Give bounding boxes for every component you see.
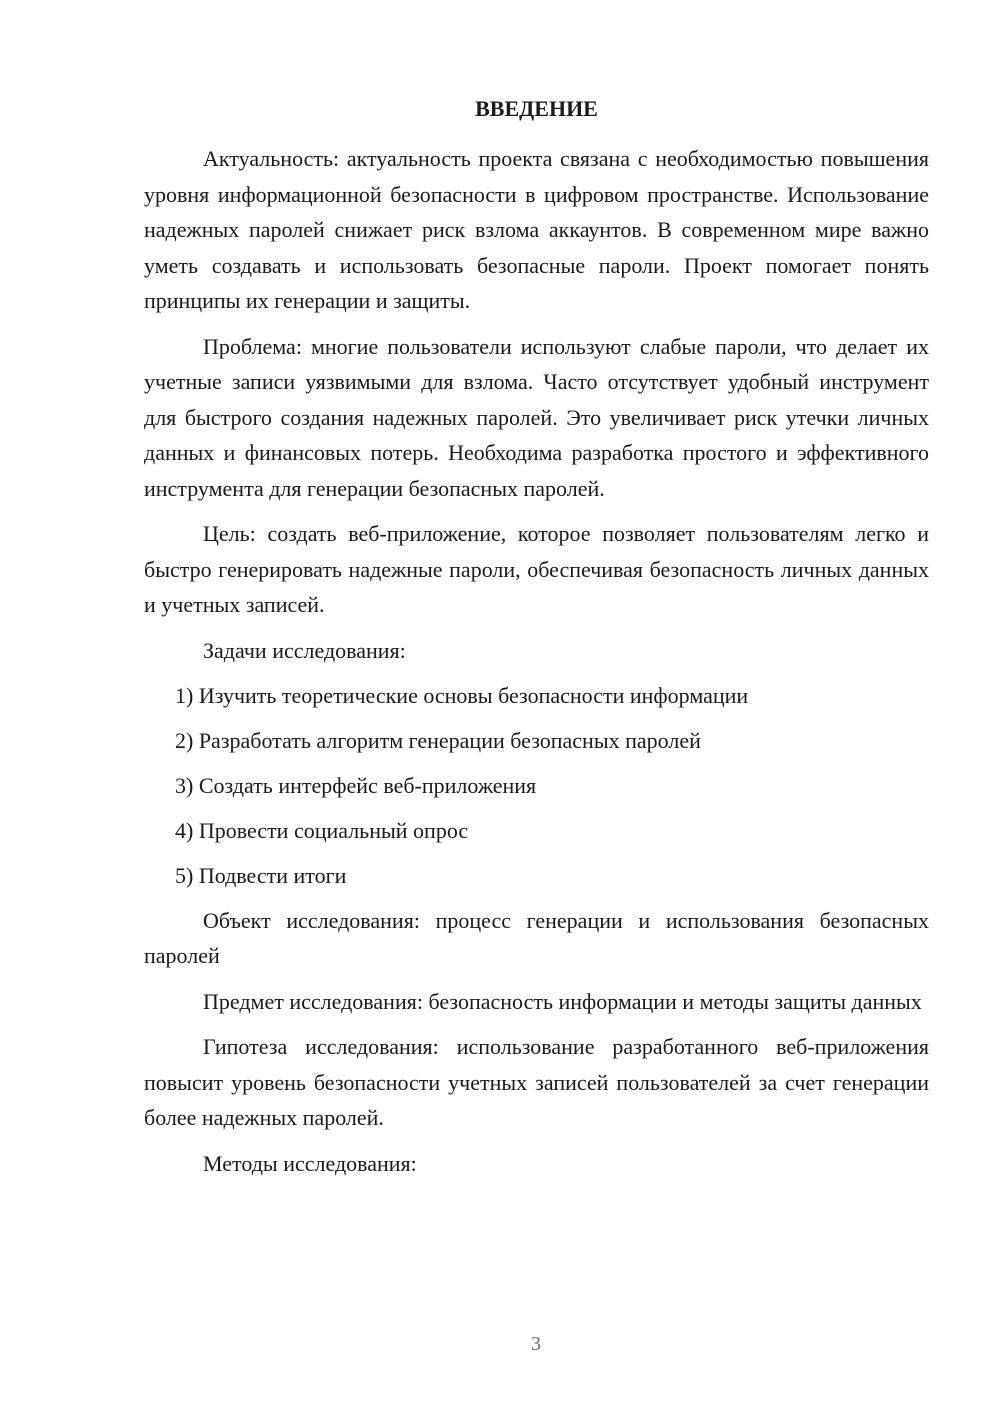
page-title-wrapper (72, 96, 1000, 122)
paragraph-goal: Цель: создать веб-приложение, которое позволяет пользователям легко и быстро генерировать надежные пароли, обеспечивая безопасность личных данных и учетных записей. (144, 521, 929, 617)
paragraph-hypothesis: Гипотеза исследования: использование разработанного веб-приложения повысит уровень безопасности учетных записей пользователей за счет генерации более надежных паролей. (144, 1034, 929, 1130)
page-title: ВВЕДЕНИЕ (475, 96, 598, 121)
paragraph-relevance: Актуальность: актуальность проекта связана с необходимостью повышения уровня информационной безопасности в цифровом пространстве. Использование надежных паролей снижает риск взлома аккаунтов. В современном мире важно уметь создавать и использовать безопасные пароли. Проект помогает понять принципы их генерации и защиты. (144, 146, 929, 313)
page-number: 3 (531, 1333, 541, 1355)
paragraph-subject: Предмет исследования: безопасность информации и методы защиты данных (203, 988, 922, 1014)
paragraph-problem: Проблема: многие пользователи используют слабые пароли, что делает их учетные записи уязвимыми для взлома. Часто отсутствует удобный инструмент для быстрого создания надежных паролей. Это увеличивает риск утечки личных данных и финансовых потерь. Необходима разработка простого и эффективного инструмента для генерации безопасных паролей. (144, 333, 929, 501)
document-body (144, 141, 929, 1181)
task-item-4: 4) Провести социальный опрос (175, 817, 469, 843)
task-item-3: 3) Создать интерфейс веб-приложения (175, 772, 537, 798)
paragraph-object: Объект исследования: процесс генерации и использования безопасных паролей (144, 907, 929, 968)
task-item-1: 1) Изучить теоретические основы безопасности информации (175, 682, 749, 708)
methods-heading: Методы исследования: (203, 1150, 417, 1176)
task-item-2: 2) Разработать алгоритм генерации безопасных паролей (175, 727, 701, 753)
tasks-heading: Задачи исследования: (203, 637, 406, 663)
task-item-5: 5) Подвести итоги (175, 862, 347, 888)
